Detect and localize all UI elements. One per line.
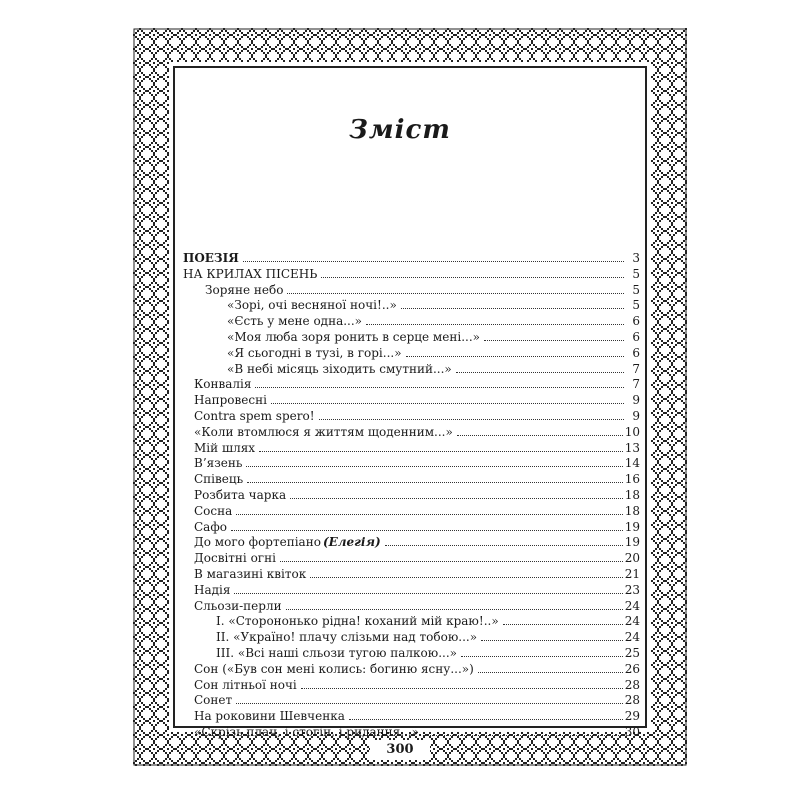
dot-leader [259, 450, 623, 452]
toc-entry-title: ПОЕЗІЯ [183, 251, 239, 265]
dot-leader [366, 323, 624, 325]
dot-leader [319, 418, 624, 420]
toc-entry [183, 518, 640, 534]
toc-entry-title: «Зорі, очі весняної ночі!..» [227, 298, 397, 313]
toc-entry-title: «В небі місяць зіходить смутний...» [227, 361, 452, 376]
toc-entry-page: 30 [624, 724, 640, 739]
toc-entry-title: ІІ. «Україно! плачу слізьми над тобою...» [216, 630, 478, 645]
dot-leader [271, 402, 624, 404]
dot-leader [247, 481, 623, 483]
toc-entry-page: 5 [632, 266, 640, 281]
toc-entry-title: Конвалія [194, 377, 252, 392]
toc-entry [183, 565, 640, 581]
dot-leader [255, 386, 624, 388]
dot-leader [243, 260, 624, 262]
toc-entry-page: 5 [632, 298, 640, 313]
toc-entry-title: ІІІ. «Всі наші сльози тугою палкою...» [216, 645, 458, 660]
toc-entry-title: Contra spem spero! [194, 408, 315, 423]
toc-entry-title: До мого фортепіано [194, 535, 321, 550]
toc-entry-page: 13 [624, 440, 640, 455]
toc-entry-title: Сосна [194, 503, 233, 518]
toc-entry-title: «Коли втомлюся я життям щоденним...» [194, 424, 453, 439]
toc-entry [183, 312, 640, 328]
dot-leader [234, 592, 622, 594]
toc-entry [183, 281, 640, 297]
toc-entry [183, 296, 640, 312]
dot-leader [481, 639, 623, 641]
toc-entry-page: 28 [624, 677, 640, 692]
toc-entry-page: 6 [632, 329, 640, 344]
toc-entry-page: 9 [632, 393, 640, 408]
dot-leader [457, 434, 623, 436]
toc-entry [183, 407, 640, 423]
toc-entry-page: 24 [624, 614, 640, 629]
toc-entry [183, 612, 640, 628]
toc-entry [183, 644, 640, 660]
toc-entry-page: 25 [624, 645, 640, 660]
toc-entry-title: В’язень [194, 456, 243, 471]
toc-entry-title: Надія [194, 582, 231, 597]
toc-entry [183, 486, 640, 502]
toc-entry [183, 328, 640, 344]
toc-entry-page: 21 [624, 566, 640, 581]
toc-entry [183, 723, 640, 739]
dot-leader [310, 576, 623, 578]
toc-entry [183, 423, 640, 439]
toc-entry-title: Напровесні [194, 393, 267, 408]
toc-entry-page: 23 [624, 582, 640, 597]
dot-leader [401, 307, 624, 309]
toc-entry-page: 24 [624, 630, 640, 645]
toc-entry-title: На роковини Шевченка [194, 709, 345, 724]
toc-entry [183, 360, 640, 376]
toc-entry-page: 24 [624, 598, 640, 613]
dot-leader [236, 702, 623, 704]
toc-entry [183, 660, 640, 676]
toc-entry-title: «Моя люба зоря ронить в серце мені...» [227, 329, 480, 344]
toc-entry-page: 28 [624, 693, 640, 708]
toc-entry-title: «Єсть у мене одна...» [227, 314, 363, 329]
toc-entry-title: Сон літньої ночі [194, 677, 297, 692]
toc-entry [183, 549, 640, 565]
toc-entry [183, 249, 640, 265]
dot-leader [301, 687, 623, 689]
toc-entry-title: Сон («Був сон мені колись: богиню ясну...») [194, 661, 474, 676]
toc-entry [183, 628, 640, 644]
toc-entry-title: НА КРИЛАХ ПІСЕНЬ [183, 266, 318, 281]
table-of-contents [183, 249, 640, 739]
toc-entry-title: В магазині квіток [194, 566, 307, 581]
toc-entry-title: Сльози-перли [194, 598, 282, 613]
dot-leader [246, 465, 622, 467]
toc-entry [183, 597, 640, 613]
toc-entry-title: Сонет [194, 693, 233, 708]
toc-entry-title: І. «Сторононько рідна! коханий мій краю!..» [216, 614, 499, 629]
toc-entry-title: «Скрізь плач, і стогін, і ридання...» [194, 724, 419, 739]
dot-leader [503, 623, 623, 625]
toc-entry-page: 19 [624, 535, 640, 550]
toc-entry-page: 7 [632, 377, 640, 392]
page-number: 300 [370, 740, 430, 760]
toc-entry-page: 10 [624, 424, 640, 439]
toc-entry-title: Досвітні огні [194, 551, 276, 566]
toc-entry-page: 9 [632, 408, 640, 423]
toc-entry-title: Сафо [194, 519, 227, 534]
toc-entry-title: Зоряне небо [205, 282, 284, 297]
dot-leader [286, 608, 623, 610]
dot-leader [423, 734, 623, 736]
dot-leader [406, 355, 624, 357]
toc-entry-page: 18 [624, 487, 640, 502]
toc-entry-page: 6 [632, 314, 640, 329]
toc-entry-page: 16 [624, 472, 640, 487]
toc-entry-page: 5 [632, 282, 640, 297]
toc-entry-page: 20 [624, 551, 640, 566]
dot-leader [231, 529, 623, 531]
toc-entry [183, 470, 640, 486]
toc-entry-page: 3 [632, 251, 640, 265]
dot-leader [280, 560, 623, 562]
dot-leader [484, 339, 624, 341]
toc-entry [183, 391, 640, 407]
page-title: Зміст [349, 115, 451, 145]
toc-entry-page: 29 [624, 709, 640, 724]
toc-entry-page: 6 [632, 345, 640, 360]
toc-entry [183, 533, 640, 549]
dot-leader [236, 513, 622, 515]
toc-entry-page: 19 [624, 519, 640, 534]
toc-entry-page: 18 [624, 503, 640, 518]
toc-entry-subtitle: (Елегія) [322, 535, 381, 550]
dot-leader [478, 671, 623, 673]
toc-entry-page: 26 [624, 661, 640, 676]
toc-entry [183, 707, 640, 723]
toc-entry-title: «Я сьогодні в тузі, в горі...» [227, 345, 402, 360]
dot-leader [349, 718, 623, 720]
toc-entry [183, 265, 640, 281]
toc-entry-page: 7 [632, 361, 640, 376]
dot-leader [287, 292, 624, 294]
toc-entry-page: 14 [624, 456, 640, 471]
dot-leader [456, 371, 624, 373]
toc-entry-title: Розбита чарка [194, 487, 287, 502]
toc-entry-title: Мій шлях [194, 440, 256, 455]
dot-leader [385, 544, 623, 546]
toc-entry-title: Співець [194, 472, 244, 487]
dot-leader [290, 497, 623, 499]
dot-leader [461, 655, 623, 657]
dot-leader [321, 276, 624, 278]
